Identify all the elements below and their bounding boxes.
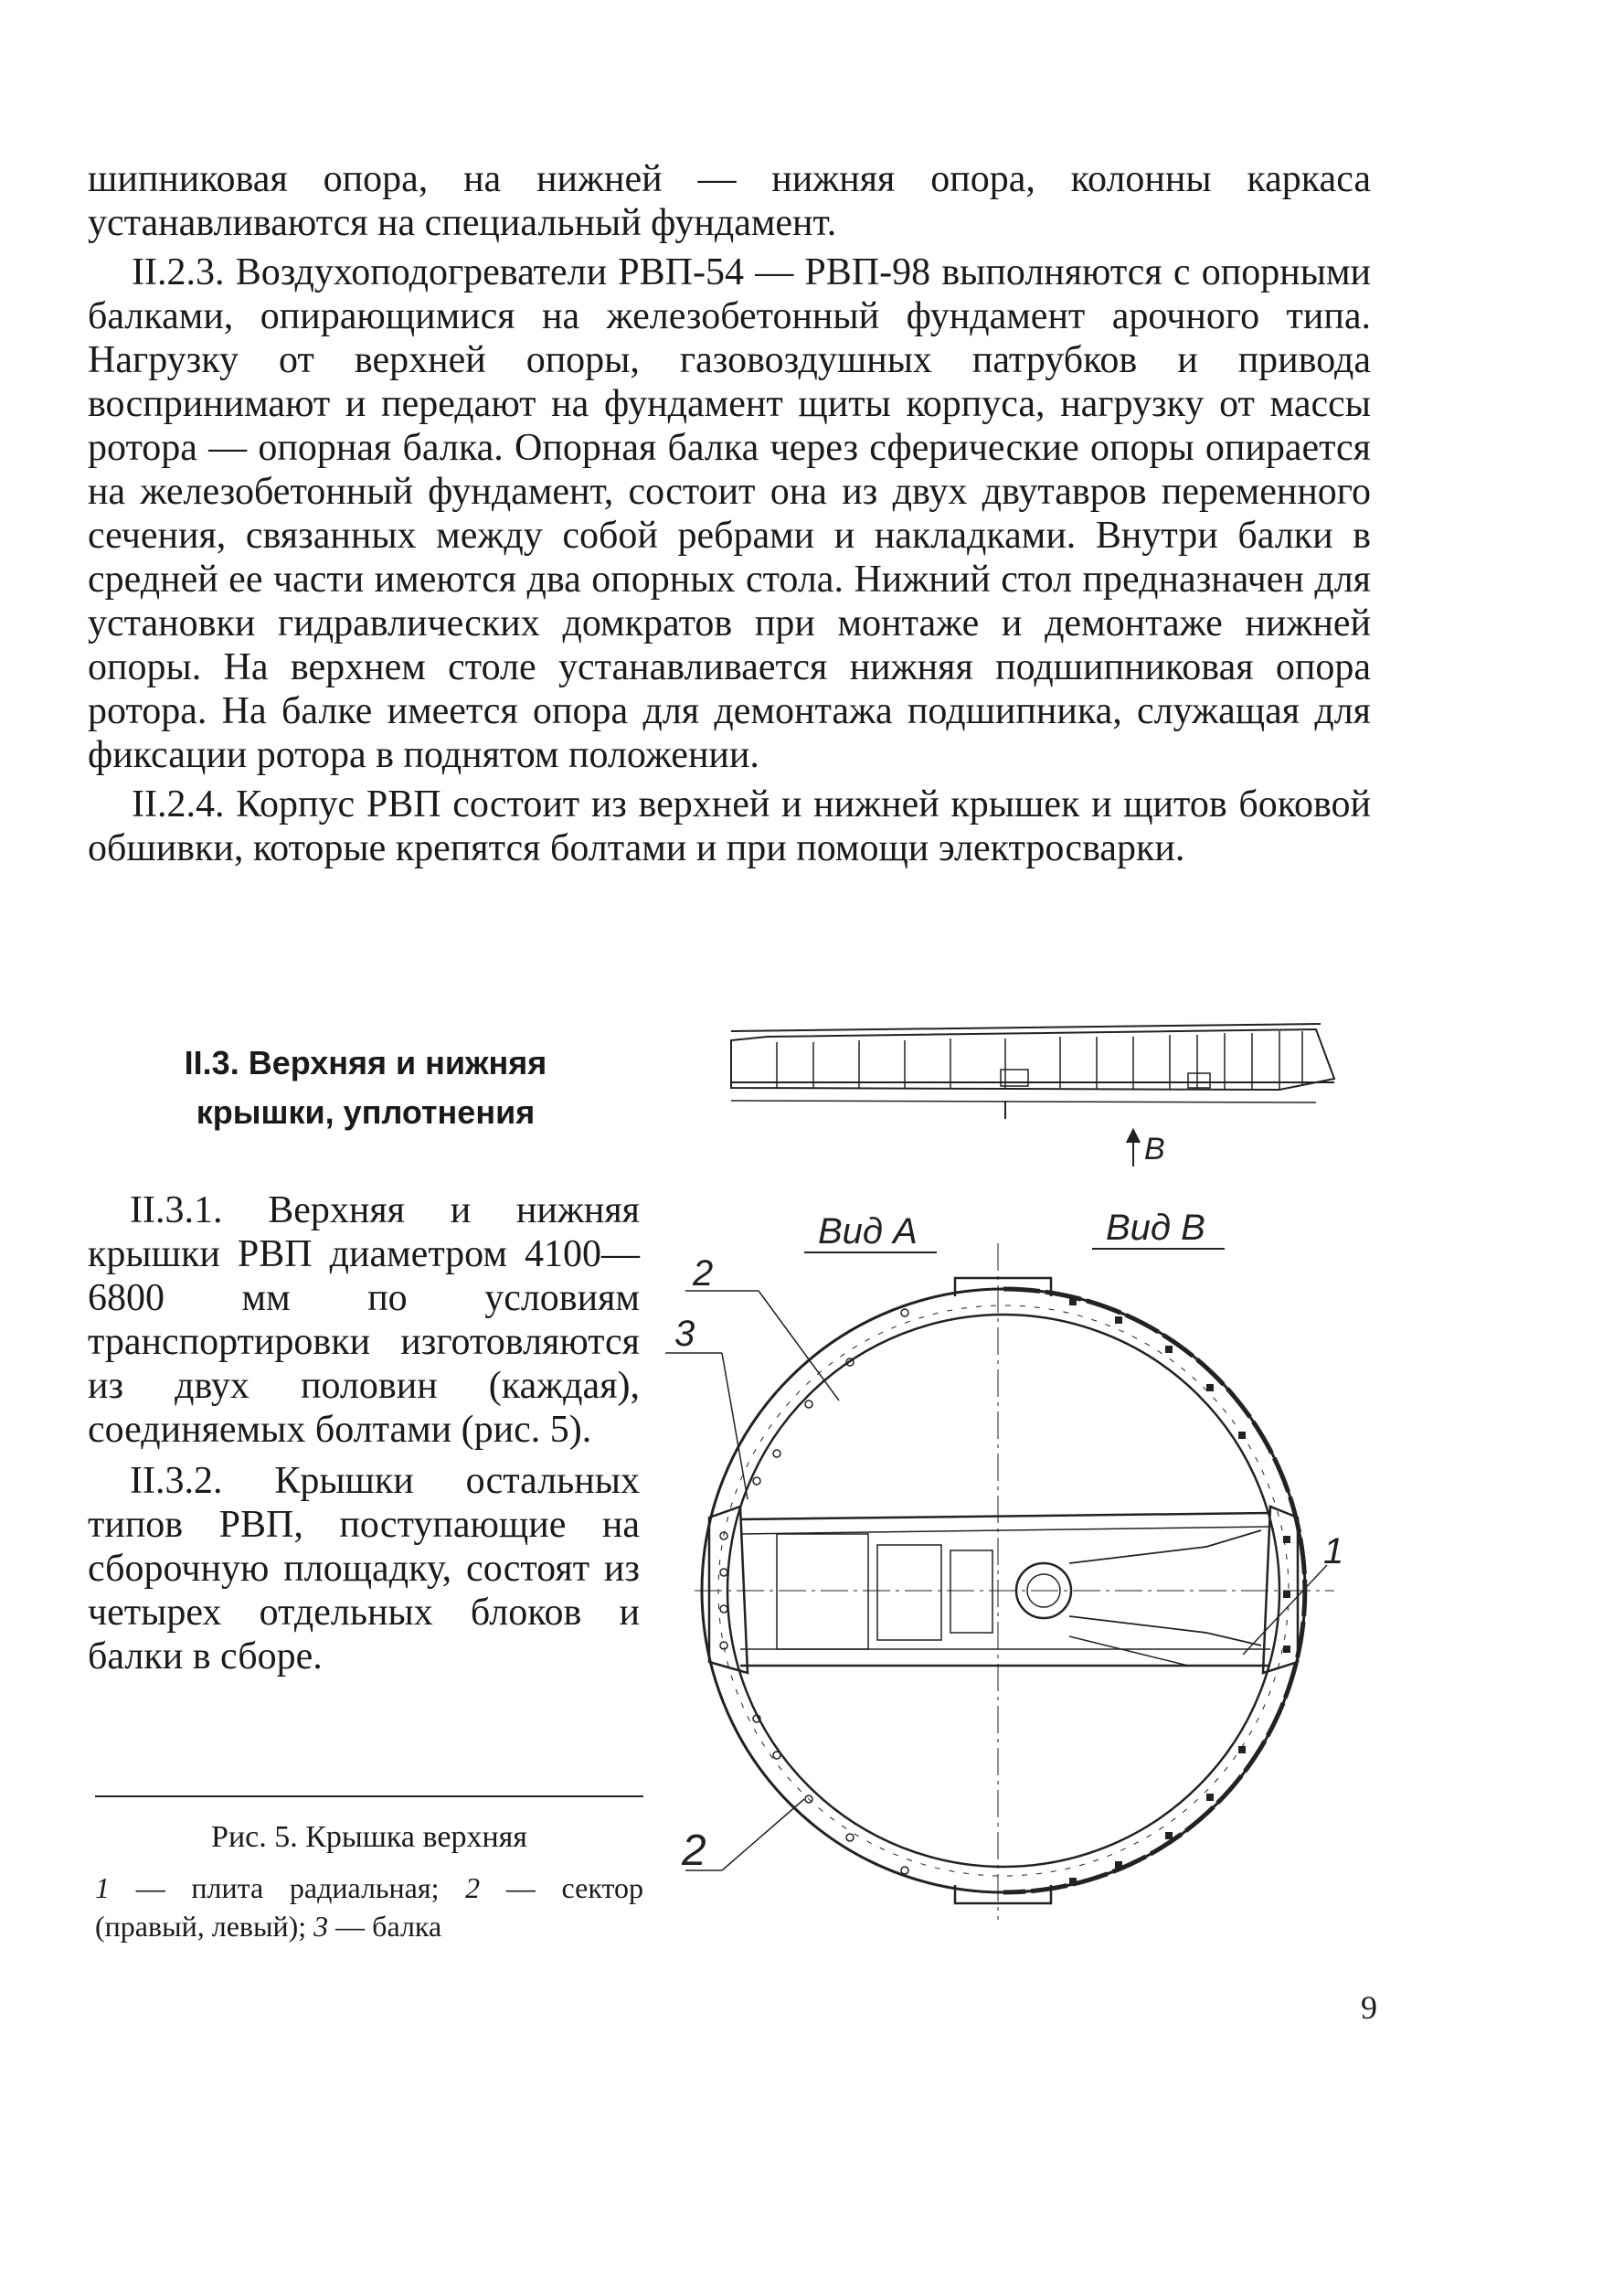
- paragraph-2-3-1: II.3.1. Верхняя и нижняя крышки РВП диаметром 4100—6800 мм по условиям транспортировки изготовляются из двух половин (каждая), соединяемых болтами (рис. 5).: [88, 1189, 640, 1451]
- cover-drawing: [640, 1006, 1371, 1920]
- callout-2-bottom: 2: [682, 1827, 706, 1875]
- paragraph-2-2-4: II.2.4. Корпус РВП состоит из верхней и нижней крышек и щитов боковой обшивки, которые крепятся болтами и при помощи электросварки.: [88, 783, 1371, 869]
- legend-num-2: 2: [465, 1871, 481, 1904]
- legend-num-1: 1: [95, 1871, 110, 1904]
- view-a-label: Вид А: [818, 1211, 918, 1252]
- paragraph-2-3-2: II.3.2. Крышки остальных типов РВП, поступающие на сборочную площадку, состоят из четырех отдельных блоков и балки в сборе.: [88, 1460, 640, 1678]
- top-text-block: [88, 157, 1371, 870]
- figure-caption: Рис. 5. Крышка верхняя: [211, 1820, 527, 1854]
- arrow-label-b: В: [1144, 1132, 1165, 1166]
- section-title: [91, 1038, 640, 1137]
- page-number: 9: [1361, 1989, 1377, 2026]
- section-text-column: [88, 1188, 640, 1678]
- cover-plan-view: [665, 1243, 1334, 1920]
- legend-text-1: — плита радиальная;: [110, 1871, 466, 1904]
- legend-text-3: — балка: [328, 1910, 442, 1943]
- view-b-label: Вид В: [1106, 1208, 1205, 1248]
- figure-legend: [95, 1869, 643, 1945]
- legend-text-2: — сектор (правый, левый);: [95, 1871, 643, 1943]
- callout-2-top: 2: [693, 1253, 714, 1294]
- callout-3: 3: [674, 1314, 695, 1354]
- paragraph-2-2-3: II.2.3. Воздухоподогреватели РВП-54 — РВП-98 выполняются с опорными балками, опирающимися на железобетонный фундамент арочного типа. Нагрузку от верхней опоры, газовоздушных патрубков и привода воспринимают и передают на фундамент щиты корпуса, нагрузку от массы ротора — опорная балка. Опорная балка через сферические опоры опирается на железобетонный фундамент, состоит она из двух двутавров переменного сечения, связанных между собой ребрами и накладками. Внутри балки в средней ее части имеются два опорных стола. Нижний стол предназначен для установки гидравлических домкратов при монтаже и демонтаже нижней опоры. На верхнем столе устанавливается нижняя подшипниковая опора ротора. На балке имеется опора для демонтажа подшипника, служащая для фиксации ротора в поднятом положении.: [88, 251, 1371, 776]
- side-elevation: [731, 1024, 1334, 1166]
- figure-divider: [95, 1795, 643, 1797]
- callout-1: 1: [1323, 1531, 1344, 1571]
- section-title-line-2: крышки, уплотнения: [196, 1093, 536, 1131]
- legend-num-3: 3: [313, 1910, 329, 1943]
- paragraph-continuation: шипниковая опора, на нижней — нижняя опора, колонны каркаса устанавливаются на специальный фундамент.: [88, 158, 1371, 244]
- section-title-line-1: II.3. Верхняя и нижняя: [184, 1044, 547, 1081]
